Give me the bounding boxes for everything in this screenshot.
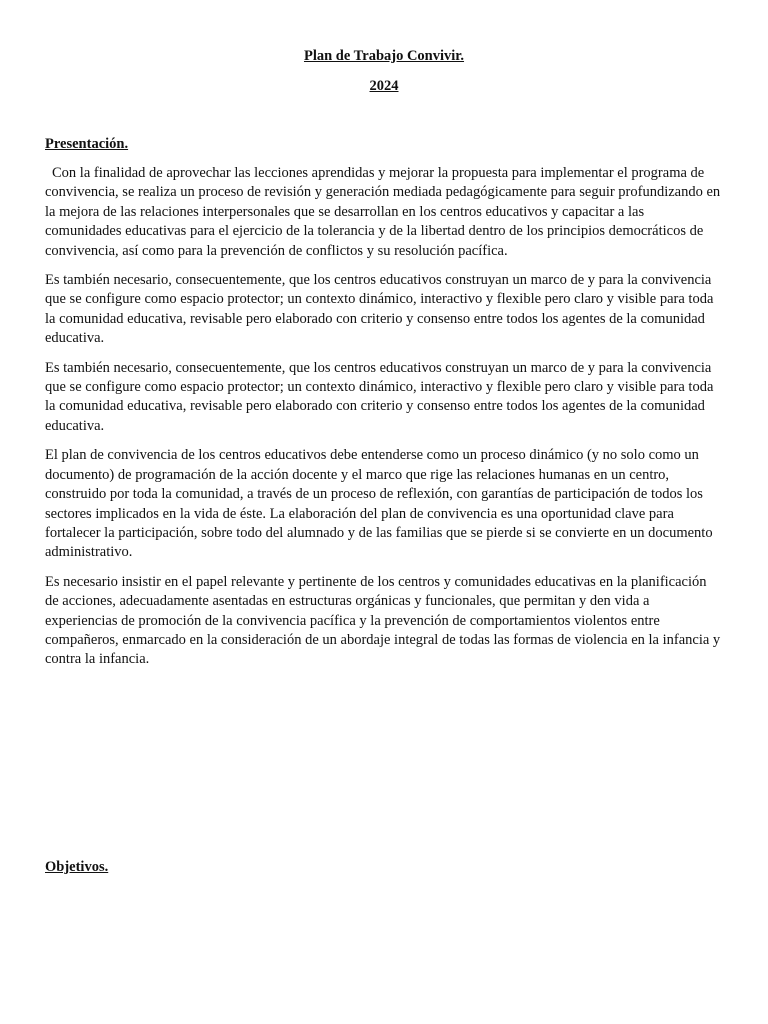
paragraph: Es necesario insistir en el papel relevante y pertinente de los centros y comunidades educativas en la planificación de acciones, adecuadamente asentadas en estructuras orgánicas y funcionales, que permitan y den vida a experiencias de promoción de la convivencia pacífica y la prevención de comportamientos violentos entre compañeros, enmarcado en la consideración de un abordaje integral de todas las formas de violencia en la infancia y contra la infancia. <box>45 573 721 668</box>
paragraph: Es también necesario, consecuentemente, que los centros educativos construyan un marco de y para la convivencia que se configure como espacio protector; un contexto dinámico, interactivo y flexible pero claro y visible para toda la comunidad educativa, revisable pero elaborado con criterio y consenso entre todos los agentes de la comunidad educativa. <box>45 359 714 434</box>
document-year: 2024 <box>369 78 399 94</box>
presentacion-body <box>45 164 721 680</box>
paragraph: El plan de convivencia de los centros educativos debe entenderse como un proceso dinámico (y no solo como un documento) de programación de la acción docente y el marco que rige las relaciones humanas en un centro, construido por toda la comunidad, a través de un proceso de reflexión, con garantías de participación de todos los sectores implicados en la vida de éste. La elaboración del plan de convivencia es una oportunidad clave para fortalecer la participación, sobre todo del alumnado y de las familias que se pierde si se convierte en un documento administrativo. <box>45 447 713 561</box>
section-heading-presentacion: Presentación. <box>45 136 129 152</box>
paragraph: Es también necesario, consecuentemente, que los centros educativos construyan un marco de y para la convivencia que se configure como espacio protector; un contexto dinámico, interactivo y flexible pero claro y visible para toda la comunidad educativa, revisable pero elaborado con criterio y consenso entre todos los agentes de la comunidad educativa. <box>45 272 714 347</box>
paragraph: Con la finalidad de aprovechar las lecciones aprendidas y mejorar la propuesta para implementar el programa de convivencia, se realiza un proceso de revisión y generación mediada pedagógicamente para seguir profundizando en la mejora de las relaciones interpersonales que se desarrollan en los centros educativos y capacitar a las comunidades educativas para el ejercicio de la tolerancia y de la libertad dentro de los principios democráticos de convivencia, así como para la prevención de conflictos y su resolución pacífica. <box>45 165 721 259</box>
document-title: Plan de Trabajo Convivir. <box>303 48 465 64</box>
section-heading-objetivos: Objetivos. <box>45 859 109 875</box>
